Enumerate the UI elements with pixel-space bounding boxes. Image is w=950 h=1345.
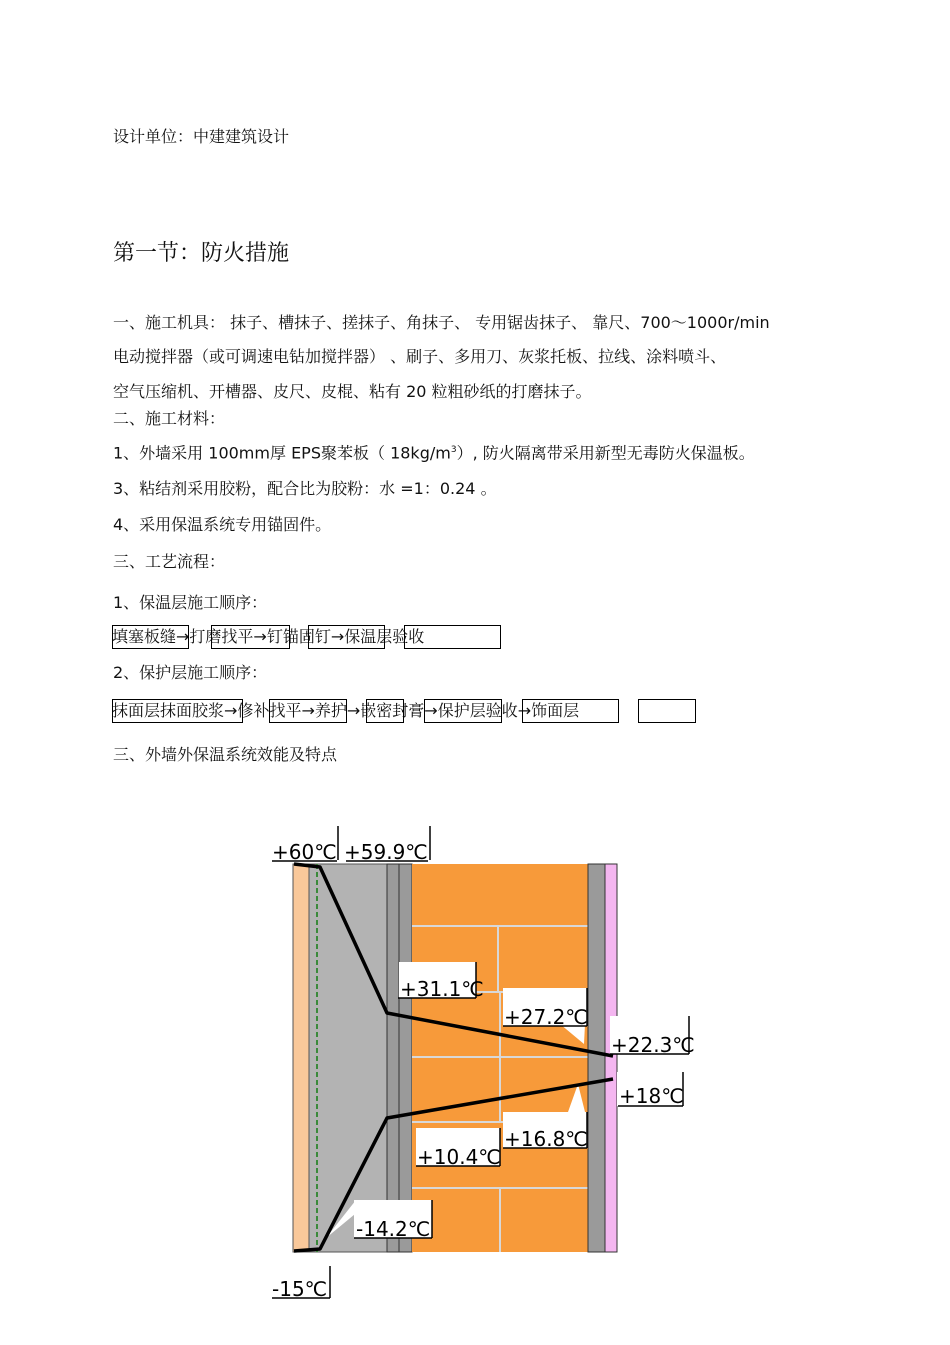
design-unit: 设计单位：中建建筑设计 [113,127,290,146]
section-title: 第一节：防火措施 [113,241,290,266]
materials-item-1-text: 1、外墙采用 100mm厚 EPS聚苯板（ 18kg/m [113,443,451,463]
flow-step: 填塞板缝 [112,627,177,646]
summer-insulation-inner-temp: +31.1℃ [400,977,484,1001]
winter-brick-inner-temp: +16.8℃ [504,1127,588,1151]
flow-step: 护→ [330,701,361,720]
materials-item-1-text-end: ）, 防火隔离带采用新型无毒防火保温板。 [456,443,755,463]
flow-step: 面层 [547,701,580,720]
summer-brick-inner-temp: +27.2℃ [504,1005,588,1029]
plaster-layer [588,864,605,1252]
materials-item-3: 3、粘结剂采用胶粉，配合比为胶粉：水 =1：0.24 。 [113,479,497,498]
insulation-sequence-heading: 1、保温层施工顺序： [113,593,268,612]
summer-facing-inner-temp: +59.9℃ [344,840,428,864]
flow-step: 补找平→养 [253,701,331,720]
flow-step: 抹面层抹面胶浆 [112,701,225,720]
materials-heading: 二、施工材料： [113,409,226,428]
materials-item-4: 4、采用保温系统专用锚固件。 [113,515,332,534]
winter-facing-inner-temp: -14.2℃ [356,1217,431,1241]
board-layer [387,864,399,1252]
flow-step: 温层验收 [360,627,425,646]
finish-layer [605,864,617,1252]
flow-step: 锚固钉→保 [282,627,361,646]
winter-inner-surface-temp: +18℃ [619,1084,684,1108]
wall-layers [293,864,617,1252]
materials-item-1-superscript: 3 [450,445,457,455]
summer-outer-surface-temp: +60℃ [272,840,337,864]
flow-step: 嵌 [360,701,377,720]
facing-layer [293,864,309,1252]
flow-step: 密封膏→保护 [376,701,470,720]
tools-line-3: 空气压缩机、开槽器、皮尺、皮棍、粘有 20 粒粗砂纸的打磨抹子。 [113,382,592,401]
summer-inner-surface-temp: +22.3℃ [611,1033,695,1057]
flow-step: 层验收→饰 [469,701,548,720]
tools-line-1: 一、施工机具： 抹子、槽抹子、搓抹子、角抹子、 专用锯齿抹子、 靠尺、700～1000r/min [113,313,770,332]
process-heading: 三、工艺流程： [113,552,226,571]
system-heading: 三、外墙外保温系统效能及特点 [113,745,338,764]
winter-outer-surface-temp: -15℃ [272,1277,328,1301]
tools-line-2: 电动搅拌器（或可调速电钻加搅拌器） 、刷子、多用刀、灰浆托板、拉线、涂料喷斗、 [113,347,727,366]
winter-insulation-inner-temp: +10.4℃ [417,1145,501,1169]
protection-sequence-heading: 2、保护层施工顺序： [113,663,268,682]
flow-step: →打磨找平→钉 [176,627,283,646]
flow-step: →修 [224,701,254,720]
board-layer [399,864,412,1252]
